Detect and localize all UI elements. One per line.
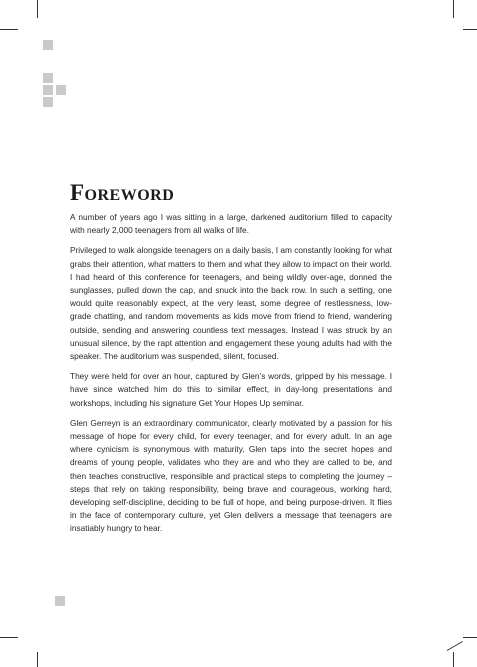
- paragraph-2: Privileged to walk alongside teenagers on a daily basis, I am constantly looking for what grabs their attention, what matters to them and what they allow to impact on their world. I had heard of this conference for teenagers, and being wildly over-age, donned the sunglasses, pulled down the cap, and snuck into the back row. In such a setting, one would quite reasonably expect, at the very least, some degree of restlessness, low-grade chatting, and random movements as kids move from friend to friend, wandering outside, sending and answering countless text messages. Instead I was struck by an unusual silence, by the rapt attention and engagement these young adults had with the speaker. The auditorium was suspended, silent, focused.: [70, 245, 392, 362]
- paragraph-3: They were held for over an hour, captured by Glen’s words, gripped by his message. I have since watched him do this to similar effect, in day-long presentations and workshops, including his signature Get Your Hopes Up seminar.: [70, 371, 392, 408]
- crop-mark-bottom-left-vertical: [37, 652, 38, 667]
- crop-mark-top-left-vertical: [37, 0, 38, 18]
- crop-mark-top-left-horizontal: [0, 29, 18, 30]
- paragraph-4: Glen Gerreyn is an extraordinary communicator, clearly motivated by a passion for his message of hope for every child, for every teenager, and for every adult. In an age where cynicism is synonymous with maturity, Glen taps into the secret hopes and dreams of young people, validates who they are and who they are called to be, and then teaches constructive, responsible and practical steps to completing the journey – steps that rely on taking responsibility, being brave and courageous, working hard, developing self-discipline, deciding to be full of hope, and being purpose-driven. It flies in the face of contemporary culture, yet Glen delivers a message that teenagers are insatiably hungry to hear.: [70, 417, 392, 534]
- page-title: Foreword: [70, 180, 175, 205]
- crop-mark-top-right-horizontal: [463, 29, 477, 30]
- decorative-square: [43, 85, 53, 95]
- page-content: [70, 180, 392, 543]
- decorative-square: [43, 73, 53, 83]
- decorative-square: [43, 97, 53, 107]
- crop-mark-bottom-left-horizontal: [0, 637, 18, 638]
- decorative-square: [56, 85, 66, 95]
- decorative-square: [55, 596, 65, 606]
- crop-mark-top-right-vertical: [453, 0, 454, 18]
- decorative-square: [43, 40, 53, 50]
- crop-mark-bottom-right-diagonal: [447, 641, 463, 651]
- crop-mark-bottom-right-vertical: [453, 652, 454, 667]
- crop-mark-bottom-right-horizontal: [463, 637, 477, 638]
- paragraph-1: A number of years ago I was sitting in a large, darkened auditorium filled to capacity with nearly 2,000 teenagers from all walks of life.: [70, 212, 392, 236]
